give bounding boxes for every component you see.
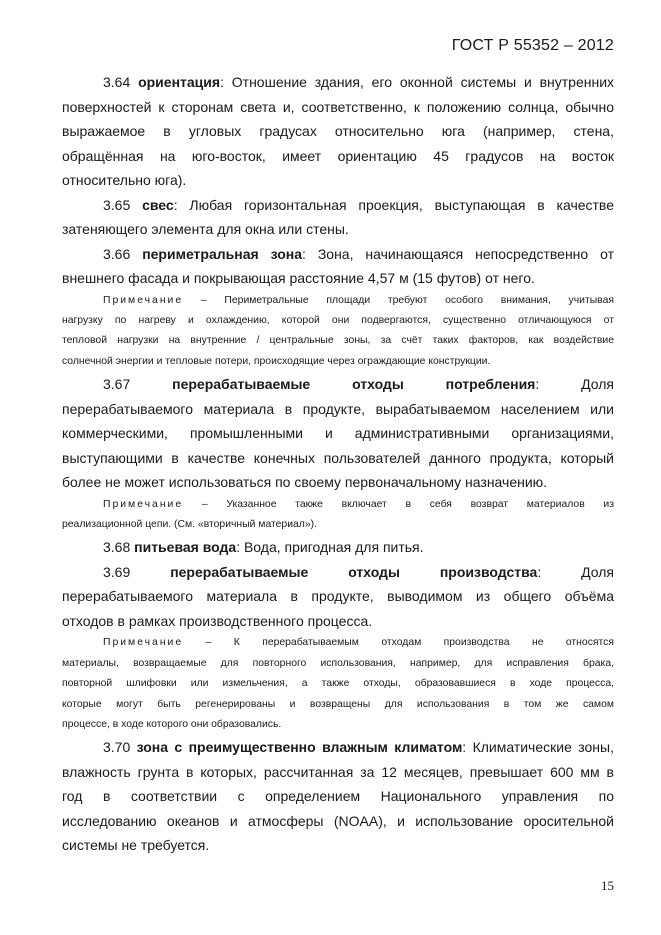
note-line [62, 715, 614, 735]
entry-term: перерабатываемые отходы потребления [172, 376, 536, 393]
definition-text: год в соответствии с определением Национального управления по [62, 788, 614, 805]
term-separator: : [220, 74, 224, 90]
note-text: реализационной цепи. (См. «вторичный материал»). [62, 519, 317, 531]
definition-line [62, 242, 614, 267]
definition-line [62, 266, 614, 291]
definition-text: Отношение здания, его оконной системы и внутренних [223, 74, 615, 90]
entry-note [62, 495, 614, 536]
definition-line [62, 584, 614, 609]
definition-text: Зона, начинающаяся непосредственно от [305, 245, 615, 262]
definition-text: относительно юга). [62, 172, 187, 188]
note-line [62, 291, 614, 311]
definition-entry [62, 193, 614, 242]
definition-text: более не может использоваться по своему первоначальному назначению. [62, 474, 548, 491]
entry-term: свес [142, 196, 174, 213]
entry-term: перерабатываемые отходы производства [170, 563, 538, 580]
definition-line [62, 833, 614, 858]
definition-line [62, 421, 614, 446]
definition-line [62, 70, 614, 95]
note-text: процессе, в ходе которого они образовались. [62, 719, 282, 731]
definition-text: Любая горизонтальная проекция, выступающая в качестве [177, 196, 614, 213]
page-number: 15 [601, 878, 614, 893]
note-line [62, 352, 614, 372]
entry-term: ориентация [138, 74, 221, 90]
term-separator: : [173, 196, 178, 213]
definition-entry [62, 372, 614, 495]
term-separator: : [302, 245, 306, 262]
entry-number: 3.67 [103, 376, 131, 393]
definition-line [62, 809, 614, 834]
note-line [62, 633, 614, 653]
entry-term: периметральная зона [142, 245, 302, 262]
entry-note [62, 291, 614, 373]
definitions-list [62, 70, 614, 858]
definition-entry [62, 735, 614, 858]
note-label: Примечание [103, 637, 184, 649]
definition-line [62, 95, 614, 120]
entry-term: питьевая вода [134, 539, 237, 556]
term-separator: : [537, 563, 542, 580]
term-separator: : [236, 539, 241, 556]
definition-line [62, 735, 614, 760]
note-text: – Периметральные площади требуют особого внимания, учитывая [183, 294, 614, 306]
note-line [62, 695, 614, 715]
note-line [62, 674, 614, 694]
definition-text: Вода, пригодная для питья. [240, 539, 424, 556]
definition-entry [62, 70, 614, 193]
note-text: – К перерабатываемым отходам производства не относятся [183, 637, 614, 649]
definition-text: коммерческими, промышленными и административными организациями, [62, 425, 614, 442]
note-text: повторной шлифовки или измельчения, а также отходы, образовавшиеся в ходе процесса, [62, 678, 614, 690]
definition-text: внешнего фасада и покрывающая расстояние 4,57 м (15 футов) от него. [62, 270, 535, 286]
definition-line [62, 144, 614, 169]
note-text: которые могут быть регенерированы и возвращены для использования в том же самом [62, 698, 614, 710]
note-line [62, 515, 614, 535]
definition-line [62, 193, 614, 218]
term-separator: : [535, 376, 540, 393]
entry-number: 3.65 [103, 196, 131, 213]
definition-text: влажность грунта в которых, рассчитанная за 12 месяцев, превышает 600 мм в [62, 763, 614, 780]
entry-number: 3.64 [103, 74, 131, 90]
definition-line [62, 168, 614, 193]
note-text: солнечной энергии и тепловые потери, происходящие через ограждающие конструкции. [62, 355, 491, 367]
definition-line [62, 560, 614, 585]
definition-text: перерабатываемого материала в продукте, вырабатываемом населением или [62, 400, 614, 417]
note-text: нагрузку по нагреву и охлаждению, которой они подвергаются, существенно отличающуюся от [62, 314, 614, 326]
definition-line [62, 397, 614, 422]
definition-line [62, 609, 614, 634]
definition-text: затеняющего элемента для окна или стены. [62, 221, 349, 237]
definition-line [62, 535, 614, 560]
note-label: Примечание [103, 294, 184, 306]
definition-text: Климатические зоны, [466, 739, 614, 756]
note-text: материалы, возвращаемые для повторного использования, например, для исправления брака, [62, 657, 614, 669]
definition-text: системы не требуется. [62, 837, 210, 854]
entry-term: зона с преимущественно влажным климатом [136, 739, 463, 756]
definition-text: Доля [539, 376, 614, 393]
definition-text: выражаемое в угловых градусах относительно юга (например, стена, [62, 123, 614, 139]
definition-text: Доля [541, 563, 615, 580]
definition-line [62, 119, 614, 144]
note-line [62, 311, 614, 331]
note-line [62, 654, 614, 674]
note-text: тепловой нагрузки на внутренние / центральные зоны, за счёт таких факторов, как воздействие [62, 335, 614, 347]
term-separator: : [462, 739, 467, 756]
definition-text: перерабатываемого материала в продукте, выводимом из общего объёма [62, 588, 614, 605]
definition-text: отходов в рамках производственного процесса. [62, 612, 373, 629]
entry-number: 3.69 [103, 563, 131, 580]
note-line [62, 331, 614, 351]
definition-line [62, 470, 614, 495]
entry-note [62, 633, 614, 735]
note-line [62, 495, 614, 515]
definition-entry [62, 242, 614, 291]
standard-header: ГОСТ Р 55352 – 2012 [451, 37, 614, 54]
definition-entry [62, 535, 614, 560]
definition-text: исследованию океанов и атмосферы (NOAA), и использование оросительной [62, 812, 614, 829]
definition-text: выступающими в качестве конечных пользователей данного продукта, который [62, 449, 614, 466]
entry-number: 3.70 [103, 739, 131, 756]
entry-number: 3.68 [103, 539, 131, 556]
note-label: Примечание [103, 498, 184, 510]
definition-line [62, 760, 614, 785]
definition-text: обращённая на юго-восток, имеет ориентацию 45 градусов на восток [62, 147, 614, 164]
definition-line [62, 446, 614, 471]
definition-line [62, 784, 614, 809]
definition-text: поверхностей к сторонам света и, соответственно, к положению солнца, обычно [62, 98, 614, 115]
definition-line [62, 372, 614, 397]
definition-line [62, 217, 614, 242]
entry-number: 3.66 [103, 245, 131, 262]
note-text: – Указанное также включает в себя возврат материалов из [183, 498, 614, 510]
definition-entry [62, 560, 614, 634]
